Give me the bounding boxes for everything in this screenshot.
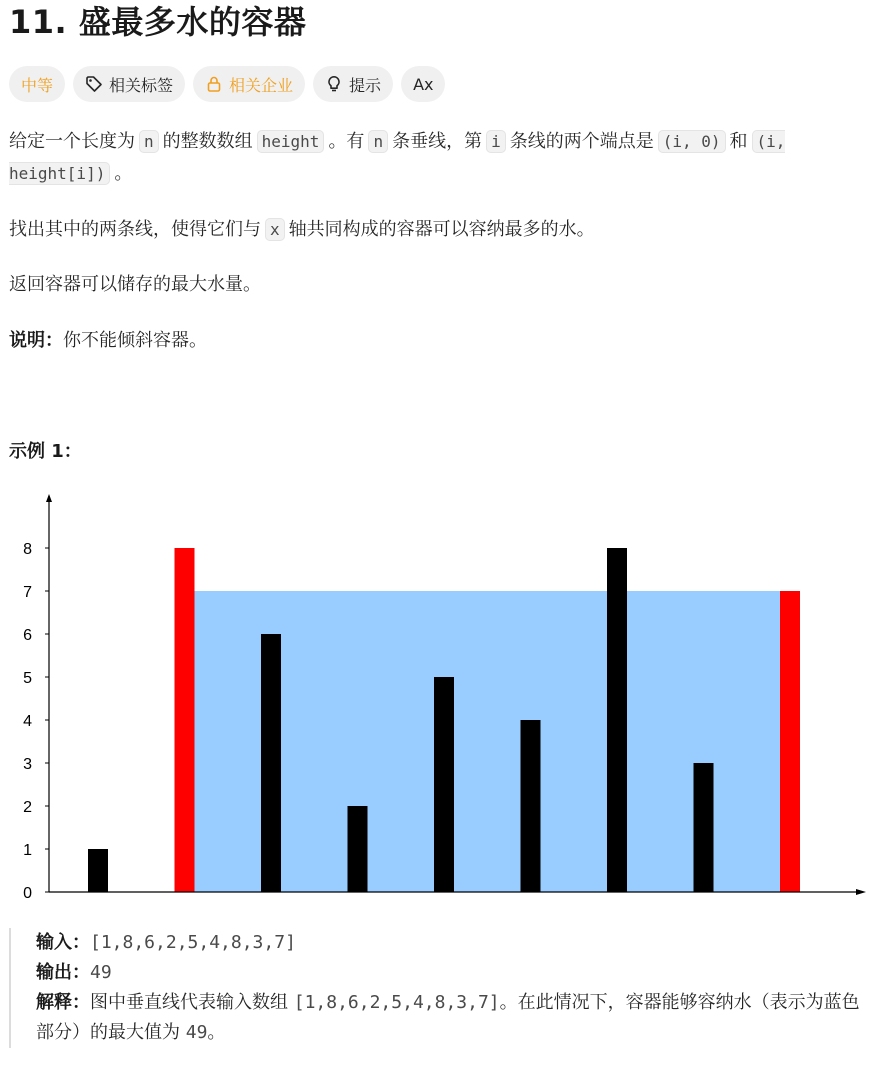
related-companies-label: 相关企业 — [229, 75, 294, 95]
desc-text: 的整数数组 — [162, 131, 253, 152]
y-tick-label: 5 — [23, 670, 32, 687]
input-value: [1,8,6,2,5,4,8,3,7] — [90, 932, 296, 953]
bar — [348, 806, 368, 892]
bar — [607, 548, 627, 892]
tag-row — [9, 66, 445, 102]
description-paragraph-2 — [9, 214, 595, 246]
y-tick-label: 6 — [23, 627, 32, 644]
desc-text: 。 — [114, 163, 133, 184]
desc-text: 条垂线，第 — [392, 131, 483, 152]
input-label: 输入： — [36, 932, 90, 953]
description-paragraph-3: 返回容器可以储存的最大水量。 — [9, 274, 261, 295]
inline-code: n — [368, 130, 388, 153]
note-text: 你不能倾斜容器。 — [63, 330, 207, 351]
related-tags-label: 相关标签 — [109, 75, 174, 95]
inline-code: n — [139, 130, 159, 153]
hint-label: 提示 — [349, 75, 382, 95]
inline-code: x — [265, 218, 285, 241]
example-explanation — [36, 988, 869, 1048]
difficulty-badge — [9, 66, 65, 102]
x-axis-arrow — [856, 889, 866, 895]
example-output-line — [36, 958, 869, 988]
highlight-bar — [175, 548, 195, 892]
inline-code: (i, 0) — [658, 130, 726, 153]
hint-button[interactable] — [313, 66, 393, 102]
lock-icon — [205, 75, 223, 93]
desc-text: 给定一个长度为 — [9, 131, 135, 152]
inline-code: i — [486, 130, 506, 153]
highlight-bar — [780, 591, 800, 892]
water-area — [195, 591, 781, 892]
related-tags-button[interactable] — [73, 66, 185, 102]
explanation-text: 。在此情况下，容器能够容纳水（表示为蓝色部分）的最大值为 — [36, 992, 860, 1043]
example-input-line — [36, 928, 869, 958]
difficulty-label: 中等 — [21, 75, 54, 95]
problem-title: 11. 盛最多水的容器 — [9, 3, 307, 41]
explanation-code: [1,8,6,2,5,4,8,3,7] — [293, 992, 500, 1013]
desc-text: 和 — [729, 131, 748, 152]
y-tick-label: 2 — [23, 799, 32, 816]
lightbulb-icon — [325, 75, 343, 93]
explanation-label: 解释： — [36, 992, 90, 1013]
explanation-text: 图中垂直线代表输入数组 — [90, 992, 288, 1013]
inline-code: height — [257, 130, 325, 153]
desc-text: 找出其中的两条线，使得它们与 — [9, 219, 261, 240]
y-tick-label: 8 — [23, 541, 32, 558]
description-paragraph-1 — [9, 126, 809, 190]
example-block — [9, 928, 869, 1048]
tag-icon — [85, 75, 103, 93]
example-heading-text: 示例 1： — [9, 441, 82, 462]
desc-text: 。有 — [328, 131, 365, 152]
bar — [88, 849, 108, 892]
bar — [694, 763, 714, 892]
output-label: 输出： — [36, 962, 90, 983]
note-label: 说明： — [9, 330, 63, 351]
desc-text: 条线的两个端点是 — [509, 131, 654, 152]
y-tick-label: 1 — [23, 842, 32, 859]
y-tick-label: 4 — [23, 713, 32, 730]
y-tick-label: 3 — [23, 756, 32, 773]
bar — [261, 634, 281, 892]
example-heading — [9, 436, 82, 468]
explanation-number: 49 — [185, 1022, 208, 1043]
y-axis-arrow — [46, 494, 52, 502]
translate-button[interactable] — [401, 66, 445, 102]
inline-code: (i, height[i]) — [9, 132, 786, 183]
container-chart — [0, 488, 882, 908]
y-tick-label: 7 — [23, 584, 32, 601]
bar — [434, 677, 454, 892]
bar — [521, 720, 541, 892]
related-companies-button[interactable] — [193, 66, 305, 102]
output-value: 49 — [90, 962, 112, 983]
note-paragraph — [9, 325, 207, 357]
translate-icon: Ax — [413, 74, 434, 94]
desc-text: 轴共同构成的容器可以容纳最多的水。 — [288, 219, 595, 240]
y-tick-label: 0 — [23, 885, 32, 902]
explanation-text: 。 — [207, 1022, 226, 1043]
